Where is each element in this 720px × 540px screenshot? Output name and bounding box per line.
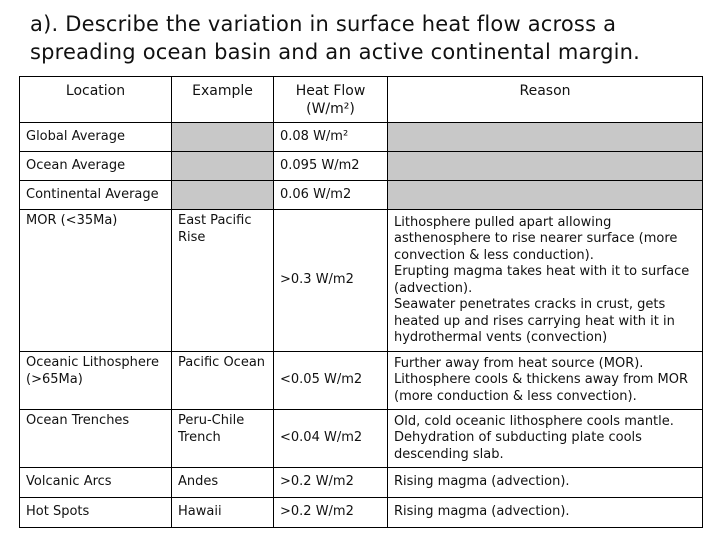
cell-heat-flow: <0.04 W/m2 <box>274 410 388 468</box>
cell-location: Ocean Trenches <box>20 410 172 468</box>
cell-heat-flow: <0.05 W/m2 <box>274 352 388 410</box>
table-row <box>20 152 703 181</box>
cell-location: MOR (<35Ma) <box>20 210 172 352</box>
header-reason: Reason <box>388 77 703 123</box>
heat-flow-table <box>19 76 703 528</box>
table-row <box>20 181 703 210</box>
cell-reason-empty <box>388 181 703 210</box>
cell-heat-flow: >0.3 W/m2 <box>274 210 388 352</box>
cell-reason: Rising magma (advection). <box>388 498 703 528</box>
cell-reason-empty <box>388 123 703 152</box>
cell-heat-flow: >0.2 W/m2 <box>274 498 388 528</box>
table-row <box>20 468 703 498</box>
cell-reason: Rising magma (advection). <box>388 468 703 498</box>
cell-reason: Lithosphere pulled apart allowing asthenosphere to rise nearer surface (more convection & less conduction). Erupting magma takes heat with it to surface (advection). Seawater penetrates cracks in crust, gets heated up and rises carrying heat with it in hydrothermal vents (convection) <box>388 210 703 352</box>
cell-heat-flow: 0.06 W/m2 <box>274 181 388 210</box>
header-row <box>20 77 703 123</box>
cell-reason: Further away from heat source (MOR). Lithosphere cools & thickens away from MOR (more conduction & less convection). <box>388 352 703 410</box>
table-row <box>20 210 703 352</box>
heat-flow-table-container <box>19 76 703 528</box>
cell-heat-flow: 0.08 W/m² <box>274 123 388 152</box>
header-location: Location <box>20 77 172 123</box>
cell-example-empty <box>172 181 274 210</box>
cell-location: Oceanic Lithosphere (>65Ma) <box>20 352 172 410</box>
cell-heat-flow: 0.095 W/m2 <box>274 152 388 181</box>
header-heat-flow: Heat Flow (W/m²) <box>274 77 388 123</box>
table-row <box>20 410 703 468</box>
cell-reason-empty <box>388 152 703 181</box>
cell-location: Volcanic Arcs <box>20 468 172 498</box>
table-row <box>20 352 703 410</box>
cell-location: Hot Spots <box>20 498 172 528</box>
cell-heat-flow: >0.2 W/m2 <box>274 468 388 498</box>
cell-example: Peru-Chile Trench <box>172 410 274 468</box>
table-row <box>20 498 703 528</box>
cell-example-empty <box>172 152 274 181</box>
table-row <box>20 123 703 152</box>
header-example: Example <box>172 77 274 123</box>
cell-example-empty <box>172 123 274 152</box>
cell-location: Ocean Average <box>20 152 172 181</box>
cell-reason: Old, cold oceanic lithosphere cools mantle. Dehydration of subducting plate cools descending slab. <box>388 410 703 468</box>
cell-example: Andes <box>172 468 274 498</box>
cell-example: East Pacific Rise <box>172 210 274 352</box>
cell-location: Global Average <box>20 123 172 152</box>
cell-location: Continental Average <box>20 181 172 210</box>
cell-example: Hawaii <box>172 498 274 528</box>
page-title: a). Describe the variation in surface heat flow across a spreading ocean basin and an active continental margin. <box>30 12 641 64</box>
cell-example: Pacific Ocean <box>172 352 274 410</box>
